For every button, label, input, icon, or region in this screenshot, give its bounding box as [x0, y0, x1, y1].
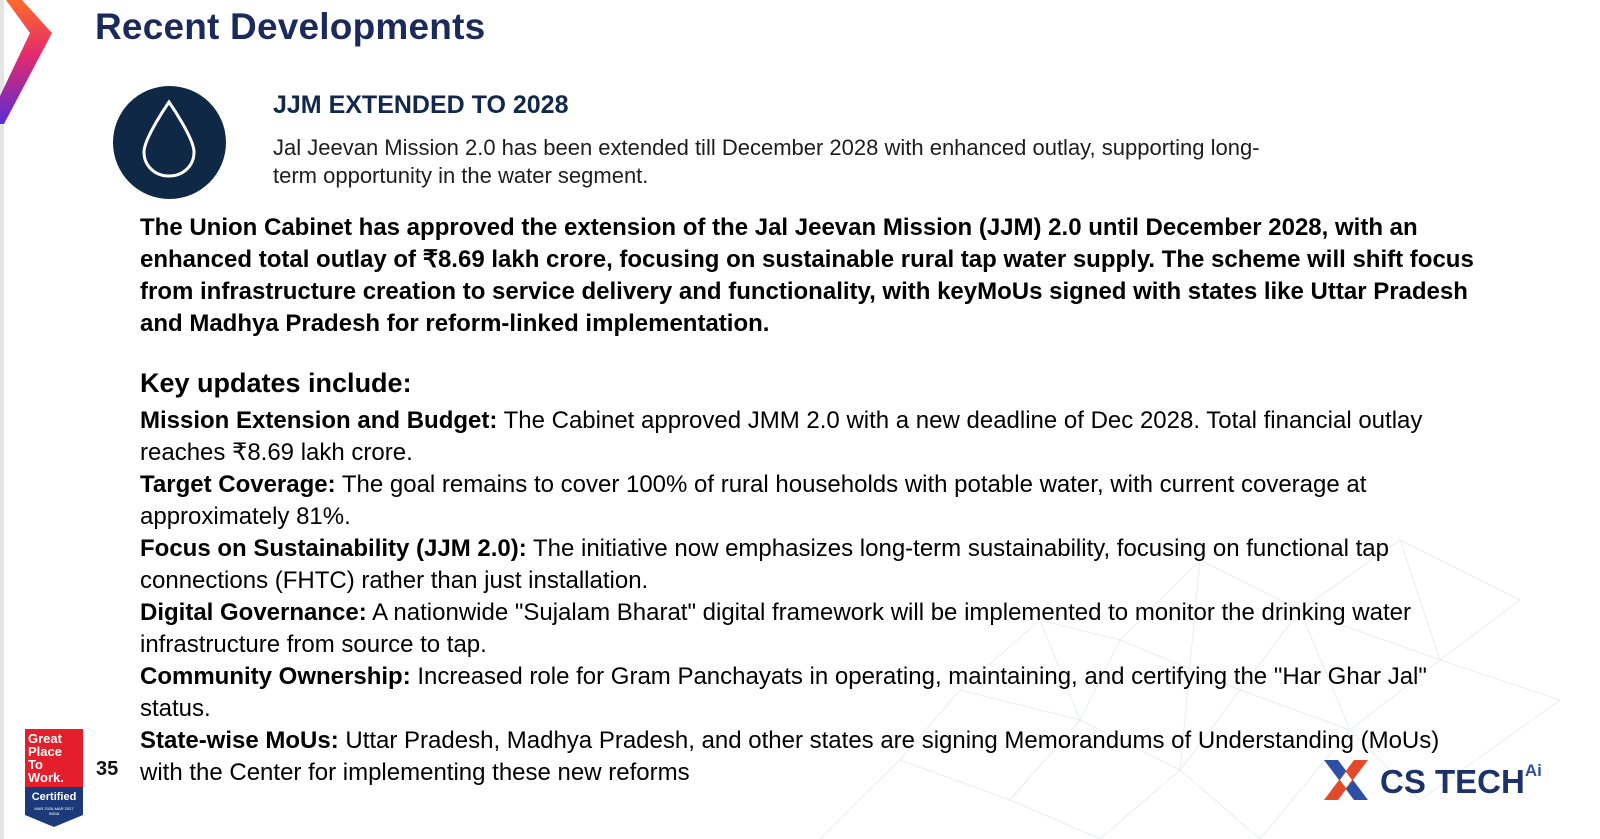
subsection-summary: Jal Jeevan Mission 2.0 has been extended till December 2028 with enhanced outlay, supporting long-term opportunity in the water segment.	[273, 135, 1260, 188]
update-term: Community Ownership:	[140, 663, 411, 690]
company-logo	[1318, 752, 1578, 812]
cs-tech-x-icon	[1318, 752, 1374, 808]
badge-country: INDIA	[48, 811, 60, 816]
subsection-heading: JJM EXTENDED TO 2028	[273, 91, 569, 119]
badge-line: Great	[28, 731, 62, 746]
update-term: Mission Extension and Budget:	[140, 407, 498, 434]
update-text: The Cabinet approved JMM 2.0 with a new deadline of Dec 2028. Total financial outlay reaches ₹8.69 lakh crore.	[140, 407, 1423, 466]
update-text: Uttar Pradesh, Madhya Pradesh, and other states are signing Memorandums of Understanding (MoUs) with the Center for implementing these new reforms	[140, 727, 1440, 786]
update-term: Digital Governance:	[140, 599, 367, 626]
key-updates-list	[140, 405, 1480, 789]
update-text: A nationwide "Sujalam Bharat" digital framework will be implemented to monitor the drinking water infrastructure from source to tap.	[140, 599, 1411, 658]
page-title: Recent Developments	[95, 6, 486, 47]
intro-paragraph: The Union Cabinet has approved the extension of the Jal Jeevan Mission (JJM) 2.0 until December 2028, with an enhanced total outlay of ₹8.69 lakh crore, focusing on sustainable rural tap water supply. The scheme will shift focus from infrastructure creation to service delivery and functionality, with keyMoUs signed with states like Uttar Pradesh and Madhya Pradesh for reform-linked implementation.	[140, 214, 1474, 337]
badge-dates	[25, 806, 83, 816]
update-item-community-ownership	[140, 661, 1480, 725]
update-item-sustainability	[140, 533, 1480, 597]
key-updates-heading: Key updates include:	[140, 368, 412, 398]
page-number: 35	[96, 758, 119, 780]
great-place-to-work-badge	[25, 729, 83, 827]
update-text: The goal remains to cover 100% of rural households with potable water, with current coverage at approximately 81%.	[140, 471, 1367, 530]
update-item-digital-governance	[140, 597, 1480, 661]
badge-line: To	[28, 757, 43, 772]
update-term: Focus on Sustainability (JJM 2.0):	[140, 535, 527, 562]
update-item-target-coverage	[140, 469, 1480, 533]
badge-line: Place	[28, 744, 62, 759]
update-item-state-mous	[140, 725, 1480, 789]
update-term: Target Coverage:	[140, 471, 336, 498]
badge-line: Work.	[28, 770, 64, 785]
corner-chevron-accent	[0, 0, 60, 130]
badge-date-range: MAR 2026-MAR 2027	[34, 806, 74, 811]
logo-text: CS TECH	[1380, 763, 1525, 800]
update-item-mission-extension	[140, 405, 1480, 469]
badge-certified: Certified	[31, 791, 77, 803]
water-drop-badge	[113, 86, 226, 199]
logo-wordmark	[1380, 763, 1542, 801]
logo-superscript: Ai	[1524, 761, 1542, 780]
update-text: Increased role for Gram Panchayats in operating, maintaining, and certifying the "Har Ghar Jal" status.	[140, 663, 1427, 722]
update-term: State-wise MoUs:	[140, 727, 339, 754]
update-text: The initiative now emphasizes long-term sustainability, focusing on functional tap connections (FHTC) rather than just installation.	[140, 535, 1389, 594]
water-drop-icon	[113, 86, 226, 199]
